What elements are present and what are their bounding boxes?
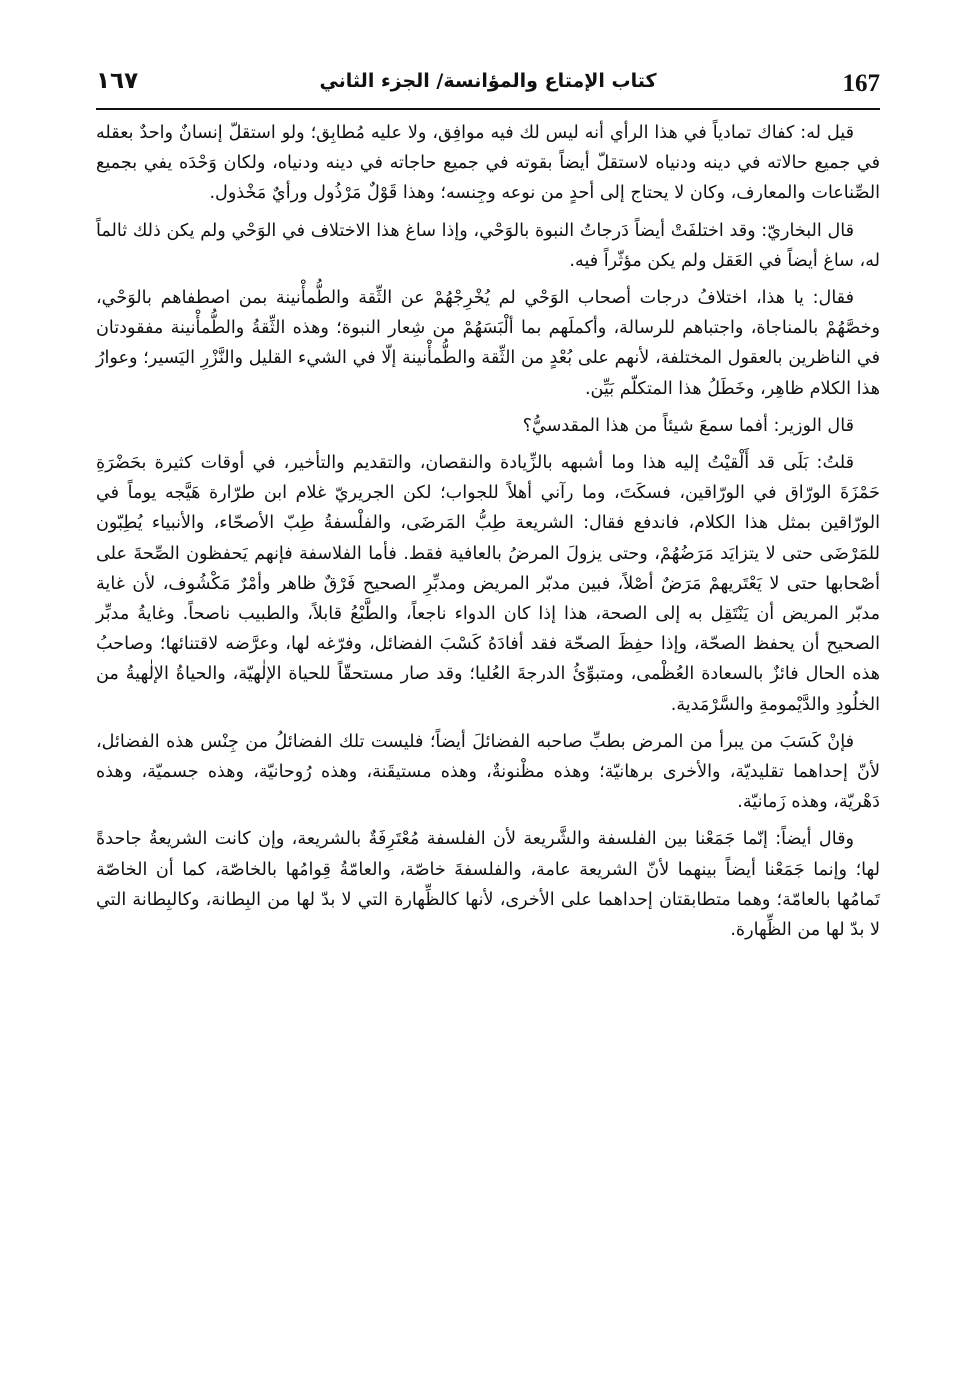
body-text <box>96 118 880 945</box>
header-rule <box>96 108 880 110</box>
paragraph-3: فقال: يا هذا، اختلافُ درجات أصحاب الوَحْي لم يُخْرِجْهُمْ عن الثِّقة والطُّمأْنينة بمن اصطفاهم بالوَحْي، وخصَّهُمْ بالمناجاة، واجتباهم للرسالة، وأكملَهم بما ألْبَسَهُمْ من شِعار النبوة؛ وهذه الثِّقةُ والطُّمأْنينة مفقودتان في الناظرين بالعقول المختلفة، لأنهم على بُعْدٍ من الثِّقة والطُّمأْنينة إلّا في الشيء القليل والنَّزْرِ اليَسير؛ وعوارُ هذا الكلام ظاهِر، وخَطَلُ هذا المتكلّم بَيِّن. <box>96 288 880 399</box>
paragraph-6: فإنْ كَسَبَ من يبرأ من المرض بطبِّ صاحبه الفضائلَ أيضاً؛ فليست تلك الفضائلُ من جِنْس هذه الفضائل، لأنّ إحداهما تقليديّة، والأخرى برهانيّة؛ وهذه مظْنونةٌ، وهذه مستيقَنة، وهذه رُوحانيّة، وهذه جسميّة، وهذه دَهْريّة، وهذه زَمانيّة. <box>96 731 880 813</box>
paragraph-5: قلتُ: بَلَى قد أَلْقيْتُ إليه هذا وما أشبهه بالزِّيادة والنقصان، والتقديم والتأخير، في أوقات كثيرة بحَضْرَةِ حَمْزَةَ الورّاق في الورّاقين، فسكَتَ، وما رآني أهلاً للجواب؛ لكن الجريريّ غلام ابن طرّارة هَيَّجه يوماً في الورّاقين بمثل هذا الكلام، فاندفع فقال: الشريعة طِبُّ المَرضَى، والفلْسفةُ طِبّ الأصحّاء، والأنبياء يُطِبّون للمَرْضَى حتى لا يتزايَد مَرَضُهُمْ، وحتى يزولَ المرضُ بالعافية فقط. فأما الفلاسفة فإنهم يَحفظون الصِّحةَ على أصْحابها حتى لا يَعْتَريهمْ مَرَضٌ أصْلاً، فبين مدبّر المريض ومدبِّرِ الصحيح فَرْقٌ ظاهر وأمْرٌ مَكْشُوف، لأن غاية مدبّر المريض أن يَنْتَقِل به إلى الصحة، هذا إذا كان الدواء ناجعاً، والطَّبْعُ قابلاً، والطبيب ناصحاً. وغايةُ مدبِّر الصحيح أن يحفظ الصحّة، وإذا حفِظَ الصحّة فقد أفادَهُ كَسْبَ الفضائل، وفرّغه لها، وعرَّضه لاقتنائها؛ وصاحبُ هذه الحال فائزٌ بالسعادة العُظْمى، ومتبوِّئُ الدرجةَ العُليا؛ وقد صار مستحقّاً للحياة الإلٰهيّة، والحياةُ الإلٰهيةُ من الخلُودِ والدَّيْمومةِ والسَّرْمَدية. <box>96 453 880 715</box>
page-header <box>96 66 880 108</box>
page-number-arabic: ١٦٧ <box>96 68 139 94</box>
paragraph-2: قال البخاريّ: وقد اختلفَتْ أيضاً دَرجاتُ النبوة بالوَحْي، وإذا ساغ هذا الاختلاف في الوَحْي ولم يكن ذلك ثالماً له، ساغ أيضاً في العَقل ولم يكن مؤثّراً فيه. <box>96 220 880 271</box>
page-number-latin: 167 <box>842 70 880 97</box>
paragraph-4: قال الوزير: أفما سمعَ شيئاً من هذا المقدسيُّ؟ <box>522 415 854 436</box>
running-title: كتاب الإمتاع والمؤانسة/ الجزء الثاني <box>319 70 657 92</box>
paragraph-1: قيل له: كفاك تمادياً في هذا الرأي أنه ليس لك فيه موافِق، ولا عليه مُطابِق؛ ولو استقلّ إنسانٌ واحدٌ بعقله في جميع حالاته في دينه ودنياه لاستقلّ أيضاً بقوته في جميع حاجاته في دينه ودنياه، ولكان وَحْدَه يفي بجميع الصِّناعات والمعارف، وكان لا يحتاج إلى أحدٍ من نوعه وجِنسه؛ وهذا قَوْلٌ مَرْذُول ورأيٌ مَخْذول. <box>96 123 880 204</box>
paragraph-7: وقال أيضاً: إنّما جَمَعْنا بين الفلسفة والشَّريعة لأن الفلسفة مُعْتَرِفَةٌ بالشريعة، وإن كانت الشريعةُ جاحدةً لها؛ وإنما جَمَعْنا أيضاً بينهما لأنّ الشريعة عامة، والفلسفةَ خاصّة، والعامّةُ قِوامُها بالخاصّة، كما أن الخاصّة تَمامُها بالعامّة؛ وهما متطابقتان إحداهما على الأخرى، لأنها كالظِّهارة التي لا بدّ لها من البِطانة، وكالبِطانة التي لا بدّ لها من الظِّهارة. <box>96 829 880 941</box>
